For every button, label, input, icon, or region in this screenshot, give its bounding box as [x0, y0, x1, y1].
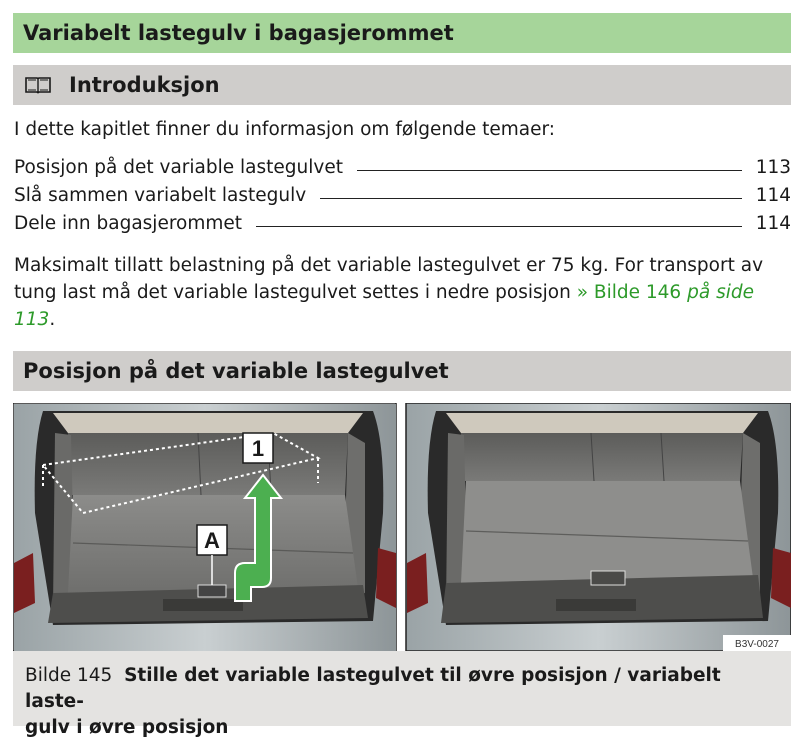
note-end: . [49, 309, 56, 330]
toc-leader [320, 198, 742, 199]
toc-page: 113 [755, 157, 791, 178]
caption-title-cont: gulv i øvre posisjon [25, 717, 229, 738]
book-icon [25, 76, 51, 94]
toc-row[interactable] [14, 207, 791, 234]
intro-title: Introduksjon [69, 73, 220, 97]
figure-caption [13, 651, 791, 738]
toc-leader [357, 170, 742, 171]
callout-1: 1 [251, 436, 265, 461]
intro-header [13, 65, 791, 105]
note-text: Maksimalt tillatt belastning på det variable lastegulvet er 75 kg. For transport av tung last må det variable lastegulvet settes i nedre posisjon [14, 255, 764, 303]
toc-page: 114 [755, 213, 791, 234]
figure [13, 403, 791, 651]
toc-label: Slå sammen variabelt lastegulv [14, 185, 307, 206]
section-title: Posisjon på det variable lastegulvet [13, 351, 791, 391]
intro-lead: I dette kapitlet finner du informasjon om følgende temaer: [14, 119, 556, 140]
chapter-title: Variabelt lastegulv i bagasjerommet [13, 13, 791, 53]
left-photo [13, 403, 396, 651]
toc-row[interactable] [14, 151, 791, 178]
figure-link[interactable]: » Bilde 146 [576, 282, 682, 303]
figure-illustration [13, 403, 791, 651]
toc-label: Posisjon på det variable lastegulvet [14, 157, 343, 178]
callout-a: A [204, 528, 220, 553]
image-code: B3V-0027 [735, 639, 779, 650]
toc-page: 114 [755, 185, 791, 206]
page-link[interactable]: på side 113 [14, 282, 754, 330]
toc-row[interactable] [14, 179, 791, 206]
caption-label: Bilde 145 [25, 665, 113, 686]
load-note [14, 252, 792, 333]
toc-label: Dele inn bagasjerommet [14, 213, 243, 234]
right-photo [406, 403, 791, 651]
caption-title: Stille det variable lastegulvet til øvre posisjon / variabelt laste- [25, 665, 721, 712]
toc-leader [256, 226, 742, 227]
